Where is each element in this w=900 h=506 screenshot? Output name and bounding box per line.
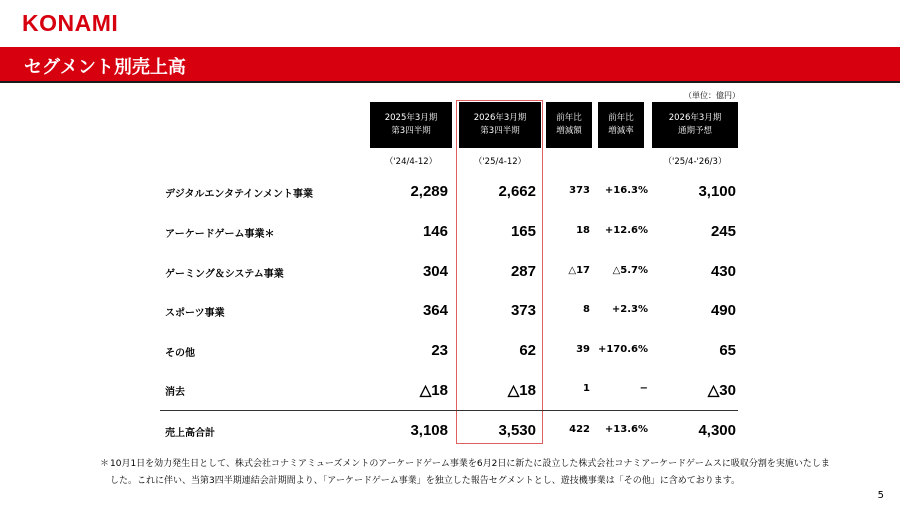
column-header-line: 2026年3月期	[473, 113, 527, 123]
table-cell: 39	[576, 344, 590, 355]
column-header-line: 増減率	[608, 126, 634, 136]
table-cell: 1	[583, 383, 590, 394]
table-cell: 490	[710, 302, 736, 319]
table-cell: 146	[422, 223, 448, 240]
row-label: アーケードゲーム事業＊	[165, 229, 275, 240]
table-cell: 4,300	[698, 422, 736, 439]
table-cell: +2.3%	[611, 304, 648, 315]
row-label: ゲーミング＆システム事業	[165, 269, 284, 280]
column-header-line: 第3四半期	[391, 126, 431, 136]
table-cell: 3,108	[410, 422, 448, 439]
page-title: セグメント別売上高	[24, 57, 186, 78]
column-header-5	[652, 102, 738, 148]
row-label: 売上高合計	[165, 428, 215, 439]
column-header-line: 通期予想	[677, 126, 712, 136]
table-cell: +16.3%	[604, 185, 648, 196]
table-cell: 165	[510, 223, 536, 240]
column-header-3	[546, 102, 592, 148]
column-header-4	[598, 102, 644, 148]
footnote-text: 10月1日を効力発生日として、株式会社コナミアミューズメントのアーケードゲーム事業を6月2日に新たに設立した株式会社コナミアーケードゲームスに吸収分割を実施いたしました。これに伴い、当第3四半期連結会計期間より、「アーケードゲーム事業」を独立した報告セグメントとし、遊技機事業は「その他」に含めております。	[110, 459, 830, 486]
table-cell: 3,100	[698, 183, 736, 200]
table-cell: +13.6%	[604, 424, 648, 435]
row-label: その他	[165, 348, 195, 359]
table-cell: 8	[583, 304, 590, 315]
row-label: デジタルエンタテインメント事業	[165, 189, 313, 200]
table-cell: △18	[507, 382, 536, 399]
column-header-1	[370, 102, 452, 148]
column-period-5: （'25/4-'26/3）	[663, 157, 727, 167]
table-cell: 245	[710, 223, 736, 240]
table-cell: 430	[710, 263, 736, 280]
table-cell: 287	[510, 263, 536, 280]
table-cell: 2,662	[498, 183, 536, 200]
table-cell: 364	[422, 302, 448, 319]
column-header-line: 2025年3月期	[384, 113, 438, 123]
table-cell: 23	[431, 342, 448, 359]
table-cell: 304	[422, 263, 448, 280]
table-cell: −	[639, 383, 648, 394]
unit-label: （単位：億円）	[684, 91, 740, 100]
table-cell: △30	[707, 382, 736, 399]
table-cell: △18	[419, 382, 448, 399]
table-cell: 373	[569, 185, 590, 196]
row-label: スポーツ事業	[165, 308, 225, 319]
table-cell: △5.7%	[612, 265, 648, 276]
table-cell: 18	[576, 225, 590, 236]
title-bar	[0, 47, 900, 83]
table-cell: △17	[568, 265, 590, 276]
konami-logo: KONAMI	[22, 10, 119, 36]
table-cell: 65	[719, 342, 736, 359]
table-cell: +12.6%	[604, 225, 648, 236]
column-header-line: 第3四半期	[480, 126, 520, 136]
column-header-line: 前年比	[608, 113, 634, 123]
footnote-mark: ＊	[100, 459, 110, 469]
table-cell: +170.6%	[597, 344, 648, 355]
row-label: 消去	[165, 387, 185, 398]
column-period-2: （'25/4-12）	[473, 157, 527, 167]
column-header-line: 前年比	[556, 113, 582, 123]
column-header-2	[459, 102, 541, 148]
table-cell: 422	[569, 424, 590, 435]
table-cell: 373	[510, 302, 536, 319]
total-divider	[160, 410, 738, 411]
table-cell: 2,289	[410, 183, 448, 200]
column-header-line: 2026年3月期	[668, 113, 722, 123]
page-number: 5	[877, 490, 884, 501]
table-cell: 3,530	[498, 422, 536, 439]
footnote	[100, 456, 830, 490]
table-cell: 62	[519, 342, 536, 359]
column-header-line: 増減額	[556, 126, 582, 136]
column-period-1: （'24/4-12）	[384, 157, 438, 167]
